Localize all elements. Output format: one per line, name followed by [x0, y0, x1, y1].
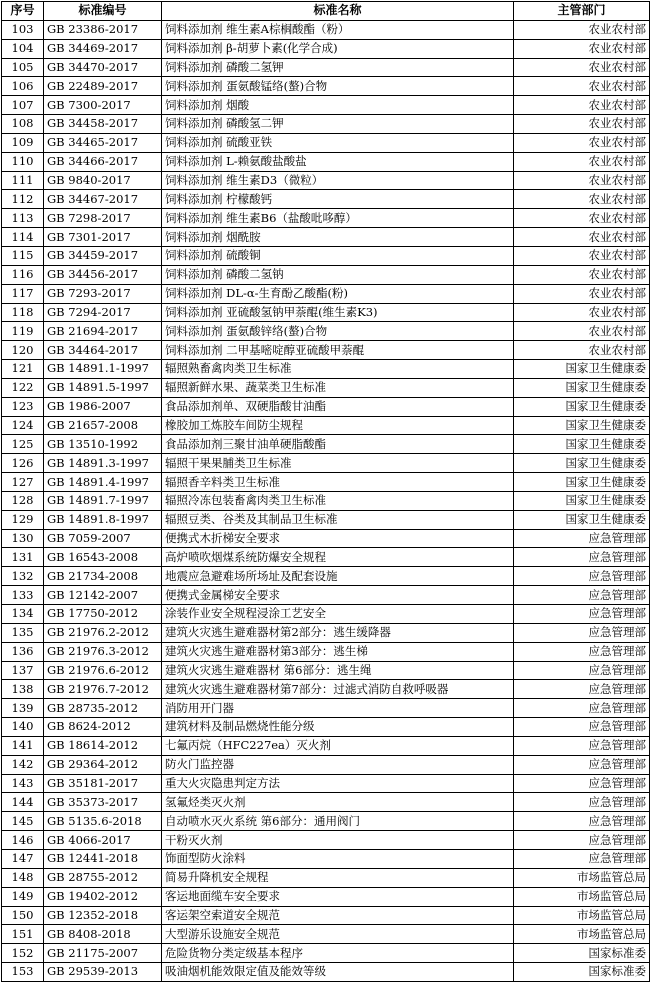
cell-serial-number: 152	[2, 944, 44, 963]
cell-standard-code: GB 12441-2018	[44, 849, 162, 868]
cell-serial-number: 131	[2, 548, 44, 567]
cell-standard-name: 饲料添加剂 维生素A棕榈酸酯（粉）	[162, 20, 514, 39]
cell-serial-number: 153	[2, 963, 44, 982]
cell-serial-number: 136	[2, 642, 44, 661]
cell-serial-number: 123	[2, 397, 44, 416]
cell-department: 农业农村部	[514, 96, 650, 115]
cell-department: 应急管理部	[514, 849, 650, 868]
cell-standard-name: 建筑火灾逃生避难器材第7部分：过滤式消防自救呼吸器	[162, 680, 514, 699]
cell-department: 国家卫生健康委	[514, 360, 650, 379]
table-row	[2, 435, 650, 454]
cell-serial-number: 132	[2, 567, 44, 586]
cell-serial-number: 108	[2, 115, 44, 134]
table-row	[2, 171, 650, 190]
cell-department: 国家卫生健康委	[514, 378, 650, 397]
table-row	[2, 831, 650, 850]
table-row	[2, 623, 650, 642]
cell-department: 国家卫生健康委	[514, 510, 650, 529]
cell-serial-number: 150	[2, 906, 44, 925]
cell-department: 应急管理部	[514, 718, 650, 737]
cell-standard-name: 饲料添加剂 磷酸氢二钾	[162, 115, 514, 134]
table-row	[2, 378, 650, 397]
cell-standard-code: GB 14891.1-1997	[44, 360, 162, 379]
cell-department: 应急管理部	[514, 680, 650, 699]
cell-serial-number: 142	[2, 755, 44, 774]
cell-department: 市场监管总局	[514, 868, 650, 887]
cell-department: 应急管理部	[514, 736, 650, 755]
cell-serial-number: 147	[2, 849, 44, 868]
table-row	[2, 736, 650, 755]
table-row	[2, 322, 650, 341]
cell-serial-number: 111	[2, 171, 44, 190]
cell-standard-name: 消防用开门器	[162, 699, 514, 718]
cell-standard-name: 建筑火灾逃生避难器材第2部分：逃生缓降器	[162, 623, 514, 642]
cell-standard-name: 干粉灭火剂	[162, 831, 514, 850]
cell-standard-name: 地震应急避难场所场址及配套设施	[162, 567, 514, 586]
cell-standard-code: GB 18614-2012	[44, 736, 162, 755]
table-row	[2, 152, 650, 171]
table-row	[2, 567, 650, 586]
table-row	[2, 529, 650, 548]
cell-serial-number: 103	[2, 20, 44, 39]
table-row	[2, 510, 650, 529]
cell-standard-name: 建筑材料及制品燃烧性能分级	[162, 718, 514, 737]
cell-department: 国家卫生健康委	[514, 491, 650, 510]
cell-department: 应急管理部	[514, 812, 650, 831]
table-row	[2, 246, 650, 265]
cell-standard-name: 辐照冷冻包装畜禽肉类卫生标准	[162, 491, 514, 510]
cell-department: 市场监管总局	[514, 887, 650, 906]
cell-standard-name: 饲料添加剂 磷酸二氢钾	[162, 58, 514, 77]
cell-serial-number: 139	[2, 699, 44, 718]
cell-standard-code: GB 21734-2008	[44, 567, 162, 586]
cell-standard-name: 辐照豆类、谷类及其制品卫生标准	[162, 510, 514, 529]
cell-department: 农业农村部	[514, 58, 650, 77]
table-row	[2, 39, 650, 58]
cell-standard-code: GB 34459-2017	[44, 246, 162, 265]
cell-standard-code: GB 34466-2017	[44, 152, 162, 171]
cell-serial-number: 113	[2, 209, 44, 228]
cell-standard-code: GB 21976.2-2012	[44, 623, 162, 642]
cell-department: 农业农村部	[514, 115, 650, 134]
table-row	[2, 58, 650, 77]
cell-serial-number: 124	[2, 416, 44, 435]
cell-department: 农业农村部	[514, 133, 650, 152]
table-row	[2, 228, 650, 247]
cell-department: 应急管理部	[514, 605, 650, 624]
header-standard-name: 标准名称	[162, 2, 514, 21]
table-row	[2, 944, 650, 963]
cell-standard-code: GB 1986-2007	[44, 397, 162, 416]
cell-standard-code: GB 8624-2012	[44, 718, 162, 737]
cell-standard-code: GB 7294-2017	[44, 303, 162, 322]
cell-standard-name: 饲料添加剂 烟酸	[162, 96, 514, 115]
cell-standard-name: 辐照熟畜禽肉类卫生标准	[162, 360, 514, 379]
cell-standard-code: GB 16543-2008	[44, 548, 162, 567]
standards-table	[1, 1, 650, 982]
cell-serial-number: 127	[2, 473, 44, 492]
cell-department: 国家标准委	[514, 963, 650, 982]
cell-standard-code: GB 19402-2012	[44, 887, 162, 906]
cell-standard-name: 饲料添加剂 维生素D3（微粒）	[162, 171, 514, 190]
table-row	[2, 133, 650, 152]
cell-standard-code: GB 34469-2017	[44, 39, 162, 58]
cell-serial-number: 118	[2, 303, 44, 322]
cell-standard-name: 氢氟烃类灭火剂	[162, 793, 514, 812]
header-department: 主管部门	[514, 2, 650, 21]
header-standard-code: 标准编号	[44, 2, 162, 21]
cell-standard-code: GB 17750-2012	[44, 605, 162, 624]
table-row	[2, 793, 650, 812]
cell-standard-name: 重大火灾隐患判定方法	[162, 774, 514, 793]
cell-standard-name: 食品添加剂单、双硬脂酸甘油酯	[162, 397, 514, 416]
cell-department: 农业农村部	[514, 284, 650, 303]
cell-standard-name: 饲料添加剂 柠檬酸钙	[162, 190, 514, 209]
cell-standard-name: 七氟丙烷（HFC227ea）灭火剂	[162, 736, 514, 755]
cell-standard-code: GB 34456-2017	[44, 265, 162, 284]
table-row	[2, 699, 650, 718]
cell-department: 市场监管总局	[514, 906, 650, 925]
table-row	[2, 586, 650, 605]
cell-serial-number: 134	[2, 605, 44, 624]
table-row	[2, 718, 650, 737]
cell-serial-number: 129	[2, 510, 44, 529]
table-row	[2, 265, 650, 284]
cell-standard-code: GB 34464-2017	[44, 341, 162, 360]
cell-serial-number: 116	[2, 265, 44, 284]
cell-standard-code: GB 28735-2012	[44, 699, 162, 718]
table-row	[2, 416, 650, 435]
cell-standard-code: GB 4066-2017	[44, 831, 162, 850]
cell-standard-name: 便携式金属梯安全要求	[162, 586, 514, 605]
cell-department: 农业农村部	[514, 209, 650, 228]
cell-serial-number: 112	[2, 190, 44, 209]
cell-standard-name: 辐照香辛料类卫生标准	[162, 473, 514, 492]
cell-serial-number: 114	[2, 228, 44, 247]
cell-department: 国家卫生健康委	[514, 397, 650, 416]
cell-serial-number: 140	[2, 718, 44, 737]
cell-standard-name: 防火门监控器	[162, 755, 514, 774]
cell-serial-number: 149	[2, 887, 44, 906]
cell-standard-name: 饲料添加剂 硫酸亚铁	[162, 133, 514, 152]
cell-department: 农业农村部	[514, 265, 650, 284]
cell-standard-name: 自动喷水灭火系统 第6部分：通用阀门	[162, 812, 514, 831]
cell-department: 农业农村部	[514, 228, 650, 247]
cell-serial-number: 115	[2, 246, 44, 265]
cell-department: 应急管理部	[514, 793, 650, 812]
cell-standard-code: GB 7059-2007	[44, 529, 162, 548]
table-row	[2, 605, 650, 624]
cell-standard-code: GB 5135.6-2018	[44, 812, 162, 831]
cell-department: 农业农村部	[514, 190, 650, 209]
cell-standard-code: GB 34470-2017	[44, 58, 162, 77]
cell-serial-number: 144	[2, 793, 44, 812]
cell-department: 应急管理部	[514, 586, 650, 605]
cell-standard-name: 饲料添加剂 烟酰胺	[162, 228, 514, 247]
cell-standard-code: GB 13510-1992	[44, 435, 162, 454]
cell-standard-code: GB 14891.4-1997	[44, 473, 162, 492]
cell-standard-name: 大型游乐设施安全规范	[162, 925, 514, 944]
table-row	[2, 491, 650, 510]
cell-standard-code: GB 35181-2017	[44, 774, 162, 793]
cell-standard-code: GB 8408-2018	[44, 925, 162, 944]
cell-standard-name: 便携式木折梯安全要求	[162, 529, 514, 548]
cell-department: 农业农村部	[514, 77, 650, 96]
cell-standard-code: GB 21175-2007	[44, 944, 162, 963]
cell-standard-name: 饲料添加剂 亚硫酸氢钠甲萘醌(维生素K3)	[162, 303, 514, 322]
table-row	[2, 925, 650, 944]
cell-department: 应急管理部	[514, 699, 650, 718]
cell-department: 农业农村部	[514, 39, 650, 58]
table-row	[2, 115, 650, 134]
cell-standard-name: 饲料添加剂 蛋氨酸锌络(螯)合物	[162, 322, 514, 341]
cell-standard-name: 饲料添加剂 维生素B6（盐酸吡哆醇）	[162, 209, 514, 228]
table-row	[2, 454, 650, 473]
cell-serial-number: 151	[2, 925, 44, 944]
cell-serial-number: 130	[2, 529, 44, 548]
cell-standard-name: 简易升降机安全规程	[162, 868, 514, 887]
table-row	[2, 20, 650, 39]
cell-standard-code: GB 14891.3-1997	[44, 454, 162, 473]
cell-serial-number: 110	[2, 152, 44, 171]
cell-standard-code: GB 12352-2018	[44, 906, 162, 925]
cell-standard-name: 饲料添加剂 L-赖氨酸盐酸盐	[162, 152, 514, 171]
cell-standard-code: GB 29539-2013	[44, 963, 162, 982]
cell-department: 国家卫生健康委	[514, 454, 650, 473]
cell-standard-code: GB 28755-2012	[44, 868, 162, 887]
cell-department: 应急管理部	[514, 567, 650, 586]
table-row	[2, 284, 650, 303]
cell-department: 应急管理部	[514, 774, 650, 793]
cell-standard-code: GB 34465-2017	[44, 133, 162, 152]
table-body	[2, 20, 650, 981]
cell-standard-name: 橡胶加工炼胶车间防尘规程	[162, 416, 514, 435]
cell-department: 农业农村部	[514, 152, 650, 171]
cell-department: 应急管理部	[514, 548, 650, 567]
cell-standard-name: 饲料添加剂 蛋氨酸锰络(螯)合物	[162, 77, 514, 96]
table-row	[2, 303, 650, 322]
cell-standard-name: 客运地面缆车安全要求	[162, 887, 514, 906]
cell-standard-code: GB 23386-2017	[44, 20, 162, 39]
table-row	[2, 642, 650, 661]
table-row	[2, 341, 650, 360]
cell-standard-code: GB 14891.7-1997	[44, 491, 162, 510]
cell-standard-name: 饲料添加剂 硫酸铜	[162, 246, 514, 265]
cell-standard-name: 食品添加剂三聚甘油单硬脂酸酯	[162, 435, 514, 454]
cell-serial-number: 141	[2, 736, 44, 755]
cell-standard-name: 涂装作业安全规程浸涂工艺安全	[162, 605, 514, 624]
table-row	[2, 96, 650, 115]
cell-standard-name: 建筑火灾逃生避难器材 第6部分：逃生绳	[162, 661, 514, 680]
cell-serial-number: 109	[2, 133, 44, 152]
cell-standard-code: GB 35373-2017	[44, 793, 162, 812]
cell-standard-code: GB 34458-2017	[44, 115, 162, 134]
cell-department: 应急管理部	[514, 755, 650, 774]
cell-department: 国家卫生健康委	[514, 473, 650, 492]
cell-standard-code: GB 21976.7-2012	[44, 680, 162, 699]
table-row	[2, 680, 650, 699]
cell-standard-name: 建筑火灾逃生避难器材第3部分：逃生梯	[162, 642, 514, 661]
cell-serial-number: 143	[2, 774, 44, 793]
cell-standard-code: GB 12142-2007	[44, 586, 162, 605]
cell-department: 应急管理部	[514, 529, 650, 548]
cell-department: 农业农村部	[514, 246, 650, 265]
table-row	[2, 360, 650, 379]
header-serial-number: 序号	[2, 2, 44, 21]
cell-serial-number: 120	[2, 341, 44, 360]
cell-serial-number: 133	[2, 586, 44, 605]
cell-standard-code: GB 21976.6-2012	[44, 661, 162, 680]
cell-standard-code: GB 14891.8-1997	[44, 510, 162, 529]
cell-serial-number: 117	[2, 284, 44, 303]
cell-standard-name: 吸油烟机能效限定值及能效等级	[162, 963, 514, 982]
table-row	[2, 849, 650, 868]
cell-serial-number: 105	[2, 58, 44, 77]
cell-standard-code: GB 21694-2017	[44, 322, 162, 341]
cell-serial-number: 125	[2, 435, 44, 454]
cell-department: 应急管理部	[514, 642, 650, 661]
table-row	[2, 548, 650, 567]
cell-standard-name: 辐照新鲜水果、蔬菜类卫生标准	[162, 378, 514, 397]
table-row	[2, 812, 650, 831]
cell-serial-number: 148	[2, 868, 44, 887]
cell-standard-name: 高炉喷吹烟煤系统防爆安全规程	[162, 548, 514, 567]
cell-serial-number: 126	[2, 454, 44, 473]
table-row	[2, 661, 650, 680]
cell-serial-number: 106	[2, 77, 44, 96]
cell-department: 农业农村部	[514, 322, 650, 341]
table-row	[2, 774, 650, 793]
cell-department: 国家卫生健康委	[514, 416, 650, 435]
cell-standard-code: GB 7293-2017	[44, 284, 162, 303]
cell-standard-code: GB 14891.5-1997	[44, 378, 162, 397]
cell-standard-name: 饲料添加剂 磷酸二氢钠	[162, 265, 514, 284]
cell-standard-name: 危险货物分类定级基本程序	[162, 944, 514, 963]
cell-standard-code: GB 22489-2017	[44, 77, 162, 96]
cell-standard-name: 客运架空索道安全规范	[162, 906, 514, 925]
cell-department: 应急管理部	[514, 831, 650, 850]
table-row	[2, 190, 650, 209]
cell-serial-number: 119	[2, 322, 44, 341]
cell-standard-name: 饲料添加剂 β-胡萝卜素(化学合成)	[162, 39, 514, 58]
cell-standard-code: GB 29364-2012	[44, 755, 162, 774]
table-row	[2, 963, 650, 982]
cell-serial-number: 135	[2, 623, 44, 642]
cell-serial-number: 137	[2, 661, 44, 680]
cell-department: 应急管理部	[514, 623, 650, 642]
cell-standard-code: GB 7301-2017	[44, 228, 162, 247]
cell-standard-code: GB 7300-2017	[44, 96, 162, 115]
cell-department: 农业农村部	[514, 303, 650, 322]
cell-standard-code: GB 9840-2017	[44, 171, 162, 190]
cell-serial-number: 107	[2, 96, 44, 115]
table-row	[2, 868, 650, 887]
cell-department: 农业农村部	[514, 20, 650, 39]
cell-serial-number: 138	[2, 680, 44, 699]
table-row	[2, 887, 650, 906]
table-row	[2, 209, 650, 228]
cell-standard-code: GB 7298-2017	[44, 209, 162, 228]
table-row	[2, 397, 650, 416]
cell-department: 国家标准委	[514, 944, 650, 963]
cell-standard-code: GB 21657-2008	[44, 416, 162, 435]
cell-standard-name: 饲料添加剂 二甲基嘧啶醇亚硫酸甲萘醌	[162, 341, 514, 360]
cell-serial-number: 121	[2, 360, 44, 379]
cell-serial-number: 145	[2, 812, 44, 831]
table-header-row	[2, 2, 650, 21]
cell-standard-name: 饲料添加剂 DL-α-生育酚乙酸酯(粉)	[162, 284, 514, 303]
cell-department: 市场监管总局	[514, 925, 650, 944]
cell-serial-number: 122	[2, 378, 44, 397]
table-row	[2, 906, 650, 925]
table-row	[2, 473, 650, 492]
table-row	[2, 77, 650, 96]
cell-department: 农业农村部	[514, 341, 650, 360]
cell-department: 国家卫生健康委	[514, 435, 650, 454]
cell-standard-name: 辐照干果果脯类卫生标准	[162, 454, 514, 473]
cell-standard-name: 饰面型防火涂料	[162, 849, 514, 868]
cell-standard-code: GB 21976.3-2012	[44, 642, 162, 661]
cell-department: 农业农村部	[514, 171, 650, 190]
cell-serial-number: 146	[2, 831, 44, 850]
cell-serial-number: 128	[2, 491, 44, 510]
cell-serial-number: 104	[2, 39, 44, 58]
cell-standard-code: GB 34467-2017	[44, 190, 162, 209]
table-row	[2, 755, 650, 774]
cell-department: 应急管理部	[514, 661, 650, 680]
